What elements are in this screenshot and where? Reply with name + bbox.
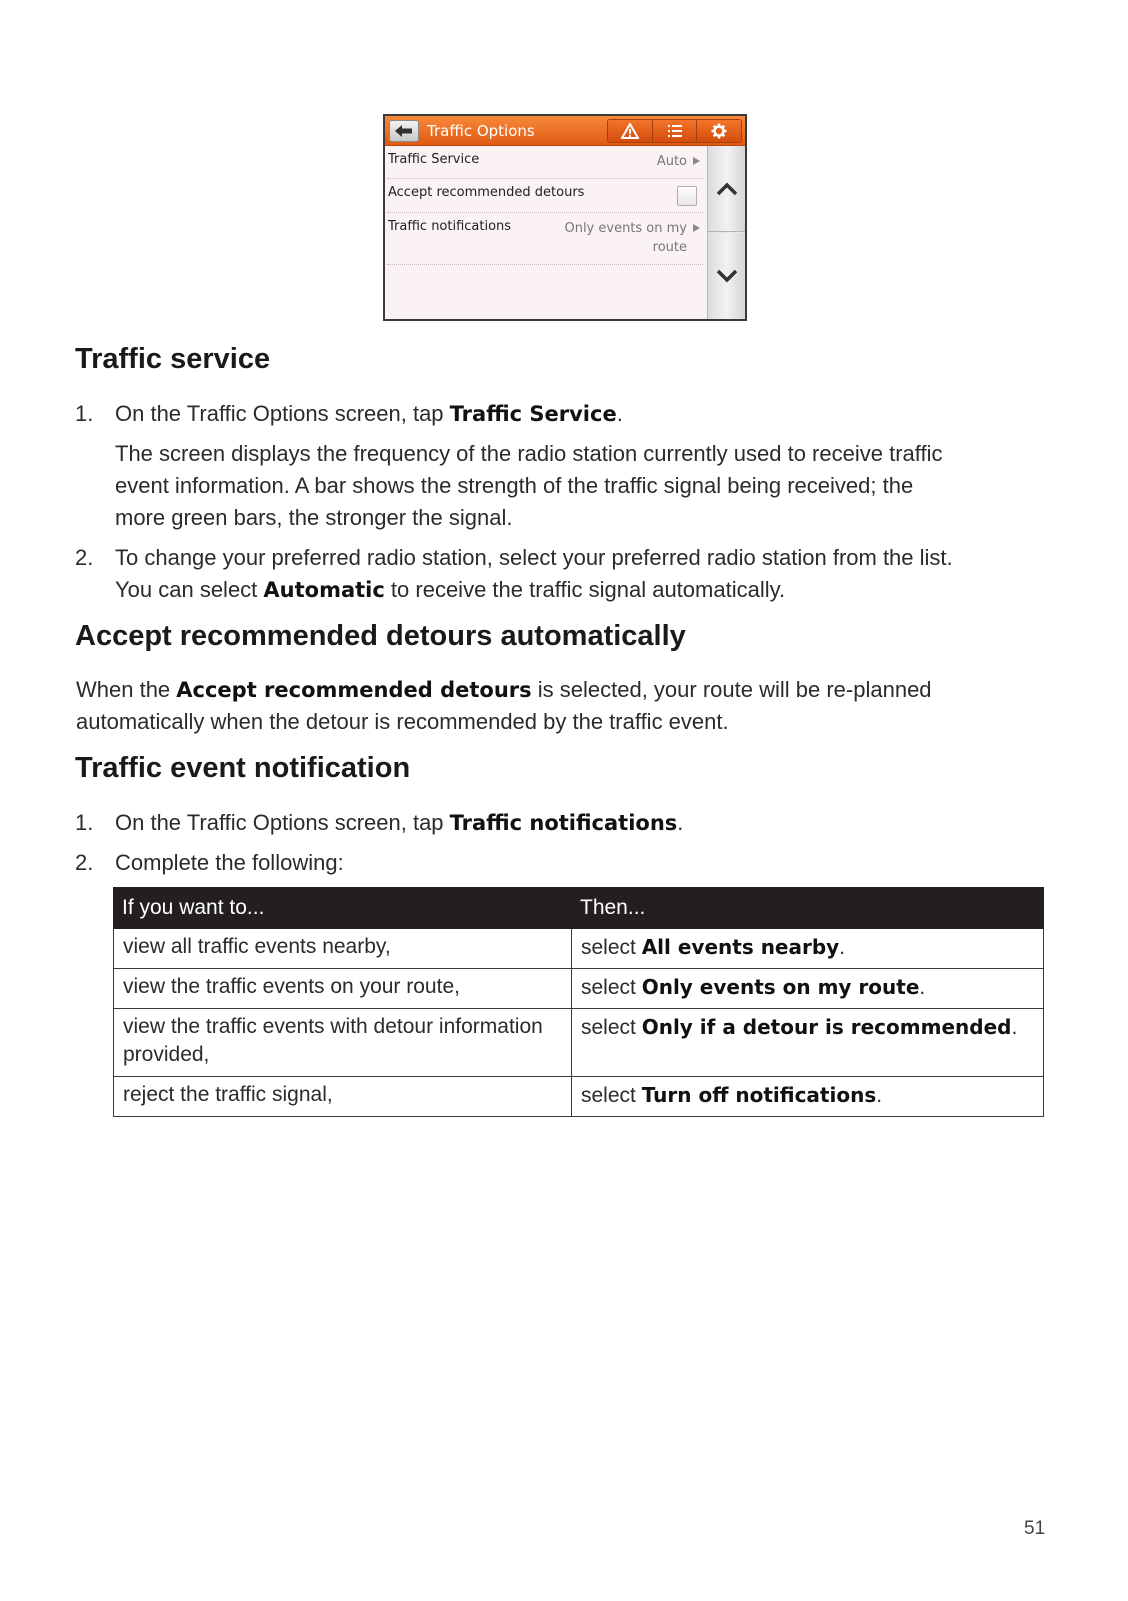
chevron-right-icon xyxy=(693,224,700,232)
traffic-service-label: Traffic Service xyxy=(388,152,480,167)
step-bold-term: Automatic xyxy=(263,578,385,602)
table-cell-want: reject the traffic signal, xyxy=(114,1077,572,1117)
table-row xyxy=(114,1009,1044,1077)
cell-text: select xyxy=(581,1016,642,1039)
traffic-service-step1 xyxy=(115,398,623,430)
notifications-value-line2: route xyxy=(652,240,687,255)
traffic-service-value: Auto xyxy=(656,154,687,169)
cell-text: . xyxy=(919,976,926,999)
table-row xyxy=(114,969,1044,1009)
notifications-value-line1: Only events on my xyxy=(564,221,687,236)
step-bold-term: Traffic Service xyxy=(449,402,617,426)
table-row xyxy=(114,929,1044,969)
table-cell-want: view the traffic events with detour information provided, xyxy=(114,1009,572,1077)
traffic-service-heading: Traffic service xyxy=(75,343,271,375)
paragraph-text: When the xyxy=(76,677,177,702)
cell-text: . xyxy=(876,1084,883,1107)
paragraph-line: event information. A bar shows the strength of the traffic signal being received; the xyxy=(115,473,914,498)
detours-paragraph-line2: automatically when the detour is recommended by the traffic event. xyxy=(76,709,729,734)
table-cell-want: view the traffic events on your route, xyxy=(114,969,572,1009)
chevron-up-icon xyxy=(716,182,738,196)
traffic-warning-button[interactable] xyxy=(608,120,652,142)
step-text: . xyxy=(677,810,684,835)
traffic-service-step2: To change your preferred radio station, select your preferred radio station from the list. xyxy=(115,545,953,570)
table-header-cell: Then... xyxy=(572,888,1044,929)
accept-detours-checkbox[interactable] xyxy=(677,186,697,206)
table-cell-then xyxy=(572,969,1044,1009)
step-text: On the Traffic Options screen, tap xyxy=(115,810,450,835)
traffic-list-button[interactable] xyxy=(652,120,697,142)
back-button[interactable] xyxy=(389,120,419,142)
device-screen-title: Traffic Options xyxy=(427,122,535,140)
table-cell-then xyxy=(572,1009,1044,1077)
table-cell-then xyxy=(572,1077,1044,1117)
device-scrollbar xyxy=(707,146,745,321)
cell-bold-term: Only if a detour is recommended xyxy=(641,1015,1012,1039)
step-text: On the Traffic Options screen, tap xyxy=(115,401,450,426)
back-arrow-icon xyxy=(394,124,414,138)
cell-text: select xyxy=(581,1084,642,1107)
chevron-right-icon xyxy=(693,157,700,165)
table-cell-want: view all traffic events nearby, xyxy=(114,929,572,969)
traffic-notifications-label: Traffic notifications xyxy=(388,219,512,234)
cell-text: select xyxy=(581,936,642,959)
step-number: 2. xyxy=(75,850,94,875)
gear-icon xyxy=(711,123,727,139)
step-text: . xyxy=(616,401,623,426)
traffic-notifications-value xyxy=(564,219,687,257)
paragraph-line: The screen displays the frequency of the radio station currently used to receive traffic xyxy=(115,441,943,466)
device-header-bar xyxy=(385,116,745,146)
traffic-notifications-row[interactable] xyxy=(387,213,703,265)
traffic-service-step2-line2 xyxy=(115,574,785,606)
step-number: 1. xyxy=(75,810,94,835)
cell-bold-term: All events nearby xyxy=(641,935,840,959)
cell-bold-term: Turn off notifications xyxy=(641,1083,877,1107)
paragraph-line: more green bars, the stronger the signal. xyxy=(115,505,513,530)
scroll-up-button[interactable] xyxy=(708,146,746,232)
warning-triangle-icon xyxy=(621,123,639,139)
traffic-service-row[interactable] xyxy=(387,146,703,179)
list-icon xyxy=(667,124,683,138)
step-bold-term: Traffic notifications xyxy=(449,811,678,835)
traffic-options-screenshot xyxy=(383,114,747,321)
notification-step1 xyxy=(115,807,683,839)
accept-detours-label: Accept recommended detours xyxy=(388,185,585,200)
table-cell-then xyxy=(572,929,1044,969)
table-row xyxy=(114,1077,1044,1117)
notification-step2: Complete the following: xyxy=(115,850,344,875)
step-number: 1. xyxy=(75,401,94,426)
detours-heading: Accept recommended detours automatically xyxy=(75,620,686,652)
cell-bold-term: Only events on my route xyxy=(641,975,920,999)
cell-text: select xyxy=(581,976,642,999)
scroll-down-button[interactable] xyxy=(708,233,746,319)
step-number: 2. xyxy=(75,545,94,570)
table-header-row xyxy=(114,888,1044,929)
step-text: to receive the traffic signal automatically. xyxy=(384,577,786,602)
device-toolbar xyxy=(607,119,742,143)
device-options-list xyxy=(385,146,707,321)
notification-options-table xyxy=(113,887,1044,1117)
table-header-cell: If you want to... xyxy=(114,888,572,929)
chevron-down-icon xyxy=(716,269,738,283)
paragraph-text: is selected, your route will be re-planned xyxy=(531,677,932,702)
accept-detours-row[interactable] xyxy=(387,179,703,213)
paragraph-bold-term: Accept recommended detours xyxy=(176,678,532,702)
detours-paragraph-line1 xyxy=(76,674,932,706)
notification-heading: Traffic event notification xyxy=(75,752,411,784)
step-text: You can select xyxy=(115,577,264,602)
cell-text: . xyxy=(1011,1016,1018,1039)
cell-text: . xyxy=(839,936,846,959)
settings-button[interactable] xyxy=(696,120,741,142)
page-number: 51 xyxy=(1024,1518,1046,1539)
